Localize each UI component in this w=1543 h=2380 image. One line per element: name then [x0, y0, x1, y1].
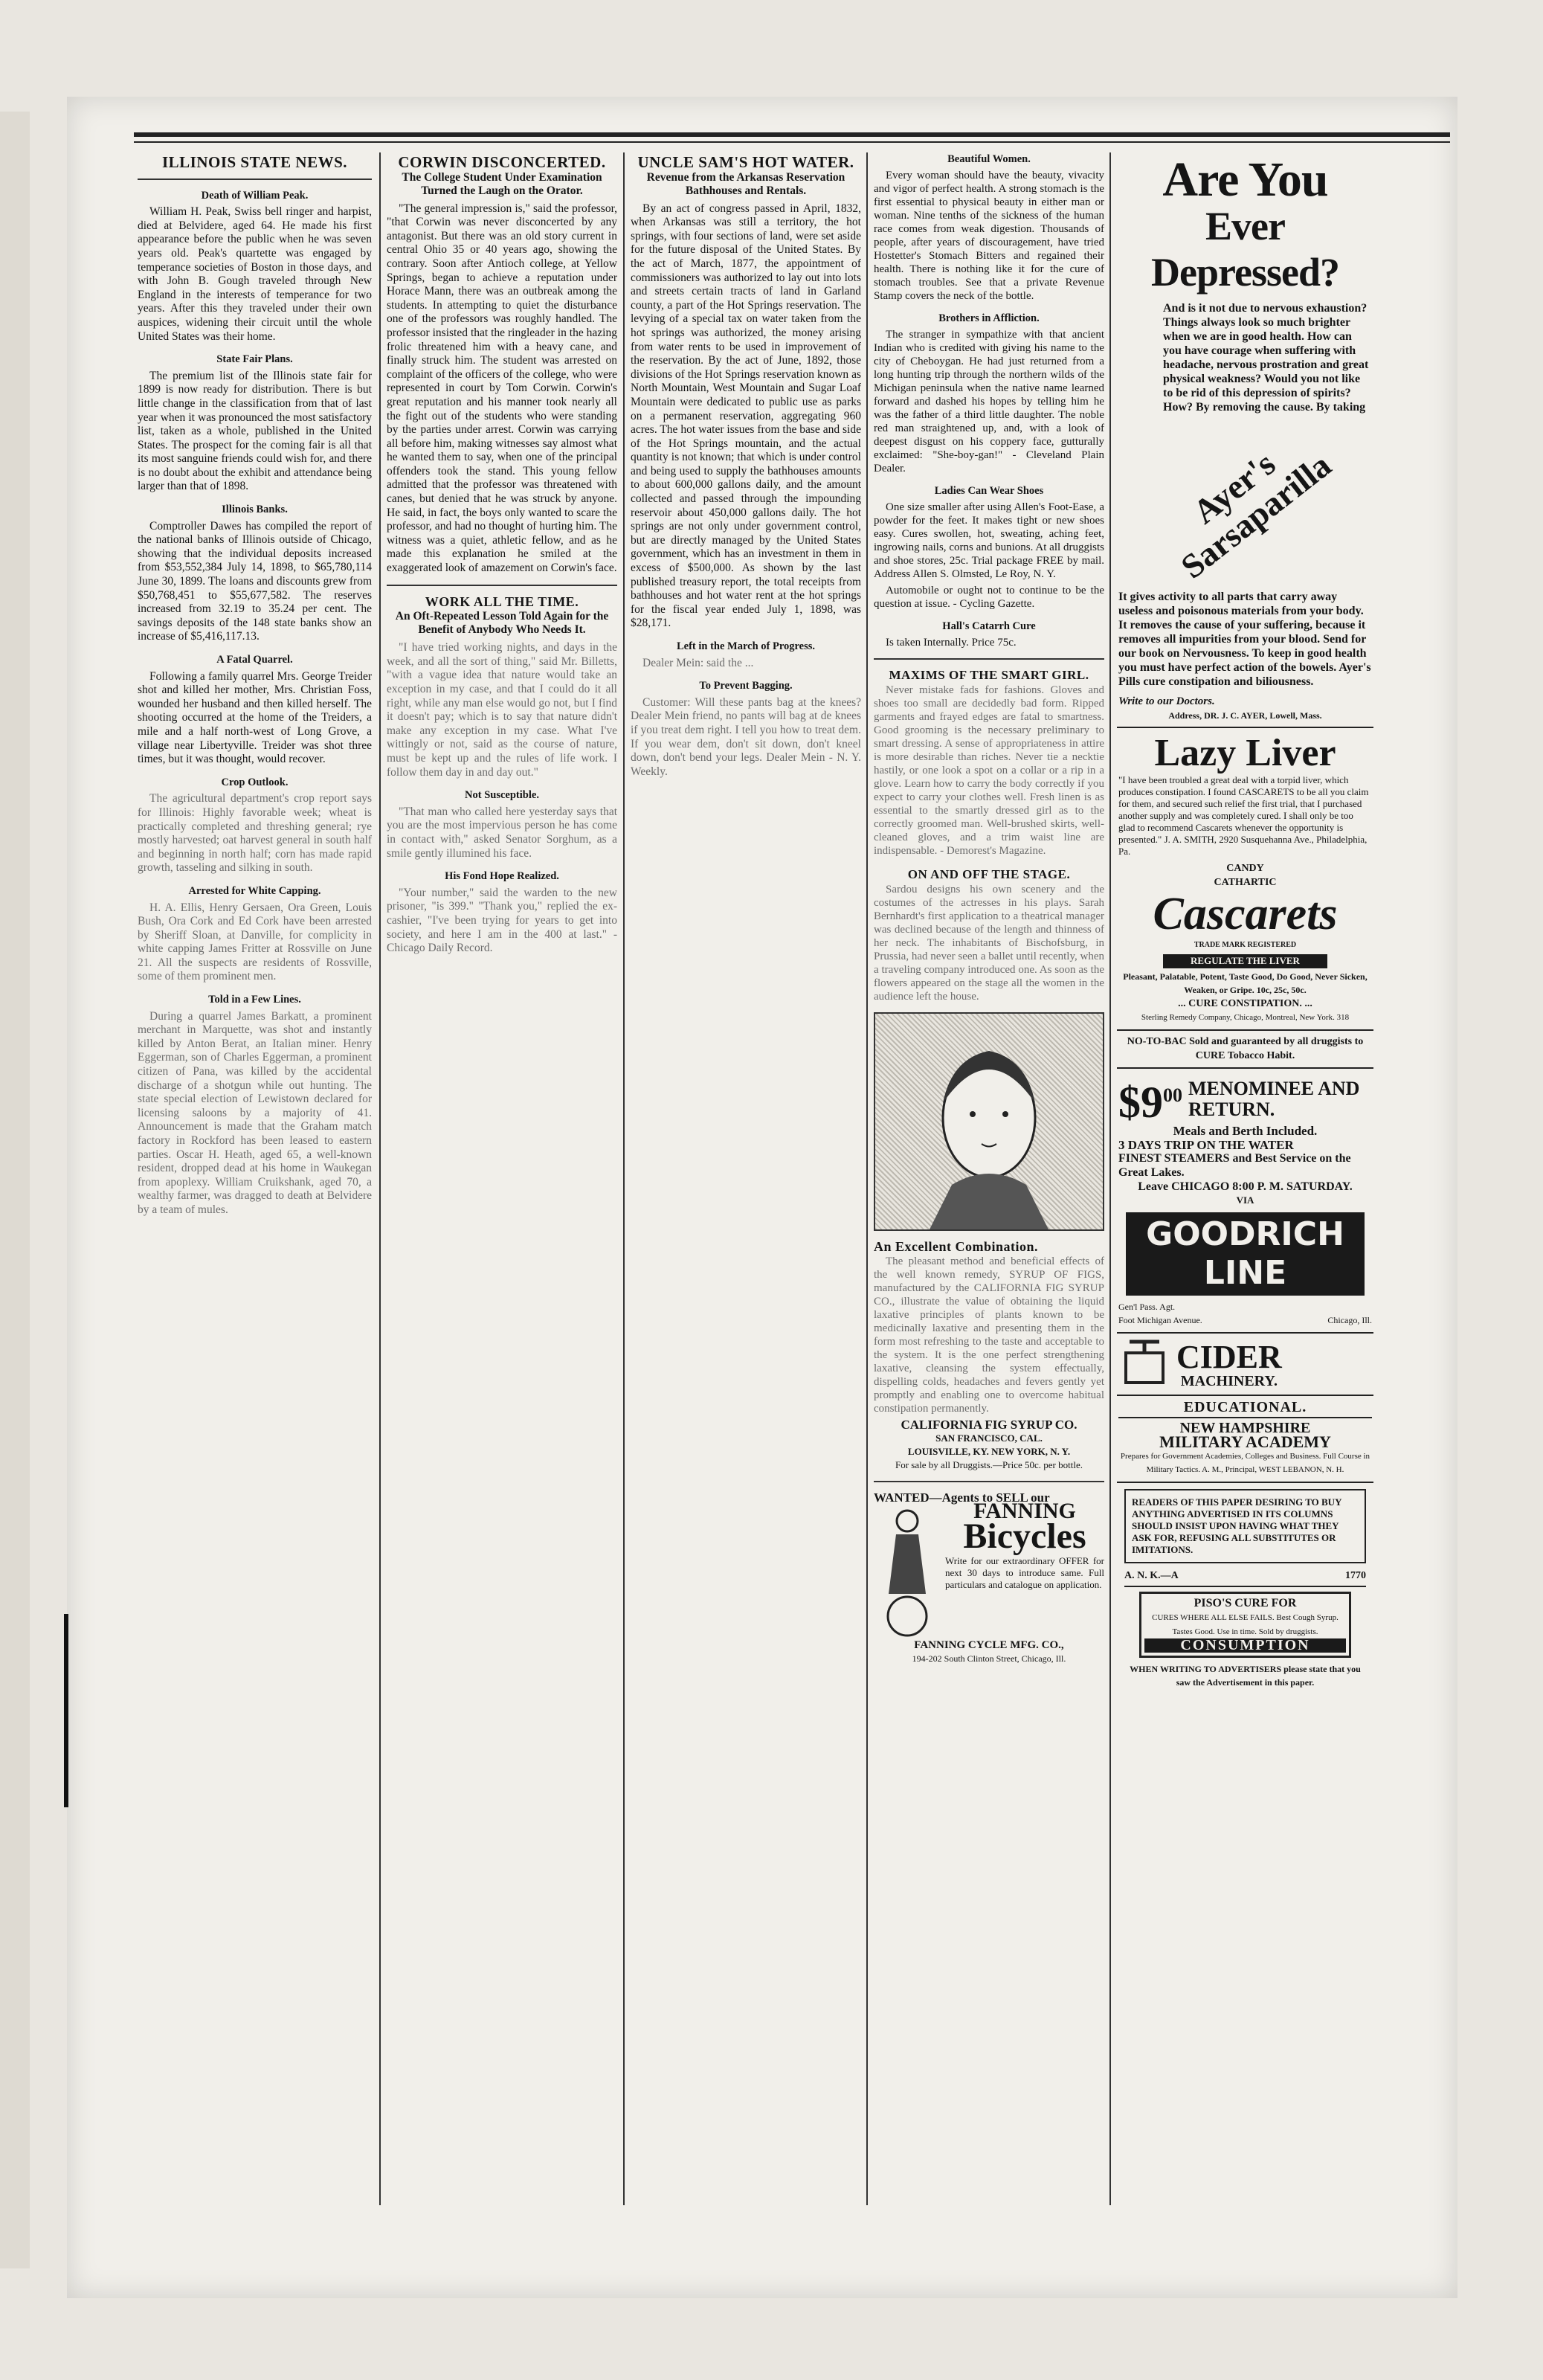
separator [874, 1481, 1104, 1482]
column-corwin [387, 152, 617, 2205]
menominee-title: MENOMINEE AND RETURN. [1188, 1077, 1360, 1120]
goodrich-word: GOODRICH [1146, 1215, 1344, 1253]
cider-title: CIDER [1176, 1338, 1282, 1375]
column-uncle-sam [631, 152, 861, 2205]
headline: CORWIN DISCONCERTED. [398, 153, 606, 171]
trade-mark-label: TRADE MARK REGISTERED [1194, 941, 1297, 950]
woman-portrait-icon [875, 1014, 1103, 1229]
column-advertisements [1117, 152, 1373, 2205]
bicycle-company: FANNING CYCLE MFG. CO., [914, 1639, 1064, 1651]
column-rule [623, 152, 625, 2205]
nh-title: NEW HAMPSHIRE [1179, 1420, 1311, 1437]
lazy-liver-text: "I have been troubled a great deal with a torpid liver, which produces constipation. I found CASCARETS to be all you claim for them, and secured such relief the first trial, that I purchased another supply and was completely cured. I shall only be too glad to recommend Cascarets whenever the opportunity is presented." J. A. SMITH, 2920 Susquehanna Ave., Philadelphia, Pa. [1118, 774, 1369, 858]
article-text: The stranger in sympathize with that ancient Indian who is credited with giving his name to the city of Cheboygan. He had just returned from a long hunting trip through the northern wilds of the Michigan peninsula when the native name learned forward and dashed his hopes by telling him he was the father of a third little daughter. The noble red man straightened up, and, with a look of deepest disgust on his coppery face, gutturally exclaimed: "She-boy-gan!" - Cleveland Plain Dealer. [874, 329, 1104, 475]
section-head: Crop Outlook. [221, 776, 289, 788]
headline: An Excellent Combination. [874, 1239, 1039, 1254]
section-head: Beautiful Women. [947, 153, 1031, 165]
cure-constipation: ... CURE CONSTIPATION. ... [1178, 997, 1312, 1009]
piso-title: PISO'S CURE FOR [1194, 1597, 1297, 1610]
article-text: Never mistake fads for fashions. Gloves and shoes too small are decidedly bad form. Ripped garments and frayed edges are fatal to smartness. Good grooming is the necessary preliminary to smart dressing. A sense of appropriateness in attire is more desirable than riches. Never tie a necktie hastily, or one look a spot on a collar or a rip in a glove. Learn how to carry the body correctly if you expect to carry your clothes well. Fresh linen is as essential to the smartly dressed girl as to the correctly groomed man. Well-brushed skirts, well-cleaned gloves, and a trim waist line are indispensable. - Demorest's Magazine. [874, 684, 1104, 857]
column-misc [874, 152, 1104, 2205]
article-text: The agricultural department's crop report says for Illinois: Highly favorable week; wheat is practically completed and threshing general; rye mostly harvested; oat harvest general in south half and beginning in north half; corn has made rapid growth, tasseling and silking in south. [138, 792, 372, 875]
ayer-sarsaparilla-name: Ayer's Sarsaparilla [1173, 444, 1339, 586]
regulate-banner: REGULATE THE LIVER [1163, 954, 1327, 968]
headline: WORK ALL THE TIME. [425, 594, 579, 609]
no-to-bac-ad: NO-TO-BAC Sold and guaranteed by all druggists to CURE Tobacco Habit. [1117, 1031, 1373, 1069]
candy-label: CANDY [1226, 863, 1264, 875]
article-text: H. A. Ellis, Henry Gersaen, Ora Green, Louis Bush, Ora Cork and Ed Cork have been arrested by Sheriff Sloan, at Danville, for complicity in white capping James Fritter at Rossville on June 21. All the suspects are residents of Rossville, some of them prominent men. [138, 901, 372, 983]
cider-ad [1117, 1334, 1373, 1396]
fig-sold: For sale by all Druggists.—Price 50c. per bottle. [895, 1459, 1083, 1470]
column-illinois-news [138, 152, 372, 2205]
price-dollars: $9 [1118, 1078, 1163, 1128]
headline: MAXIMS OF THE SMART GIRL. [889, 668, 1089, 682]
cascarets-ad [1117, 728, 1373, 1031]
educational-title: EDUCATIONAL. [1183, 1398, 1307, 1415]
depressed-headline: Ever Depressed? [1151, 204, 1339, 295]
bicycle-offer: Write for our extraordinary OFFER for next 30 days to introduce same. Full particulars and catalogue on application. [945, 1555, 1104, 1590]
article-text: Automobile or ought not to continue to be the question at issue. - Cycling Gazette. [874, 585, 1104, 610]
headline: UNCLE SAM'S HOT WATER. [637, 153, 854, 171]
agent-label: Gen'l Pass. Agt. [1118, 1301, 1176, 1312]
section-head: Not Susceptible. [465, 789, 539, 802]
ank-number: 1770 [1345, 1569, 1366, 1581]
fanning-title: FANNING [973, 1499, 1076, 1523]
leave-line: Leave CHICAGO 8:00 P. M. SATURDAY. [1138, 1180, 1353, 1193]
readers-notice: READERS OF THIS PAPER DESIRING TO BUY ANYTHING ADVERTISED IN ITS COLUMNS SHOULD INSIST UPON HAVING WHAT THEY ASK FOR, REFUSING ALL SUBSTITUTES OR IMITATIONS. [1124, 1489, 1366, 1563]
ayer-body: And is it not due to nervous exhaustion? Things always look so much brighter when we are in good health. How can you have courage when suffering with headache, nervous prostration and great physical weakness? Would you not like to be rid of this depression of spirits? How? By removing the cause. By taking [1163, 302, 1369, 414]
article-text: The pleasant method and beneficial effects of the well known remedy, SYRUP OF FIGS, manufactured by the CALIFORNIA FIG SYRUP CO., illustrate the value of obtaining the liquid laxative principles of plants known to be medicinally laxative and presenting them in the form most refreshing to the taste and acceptable to the system. It is the one perfect strengthening laxative, cleansing the system effectually, dispelling colds, headaches and fevers gently yet promptly and enabling one to overcome habitual constipation permanently. [874, 1255, 1104, 1415]
chicago-label: Chicago, Ill. [1327, 1315, 1372, 1326]
article-text: Is taken Internally. Price 75c. [886, 637, 1017, 649]
subheadline: Revenue from the Arkansas Reservation Bathhouses and Rentals. [646, 170, 845, 197]
section-head: A Fatal Quarrel. [216, 654, 293, 666]
column-rule [379, 152, 381, 2205]
cyclist-woman-icon [874, 1505, 941, 1638]
cider-press-icon [1118, 1338, 1170, 1390]
consumption-banner: CONSUMPTION [1144, 1638, 1346, 1653]
doctors-address: Address, DR. J. C. AYER, Lowell, Mass. [1168, 710, 1322, 721]
wanted-line: WANTED—Agents to SELL our [874, 1490, 1050, 1505]
separator [138, 178, 372, 180]
article-text: Dealer Mein: said the ... [642, 656, 754, 669]
section-head: State Fair Plans. [216, 353, 293, 366]
piso-text: CURES WHERE ALL ELSE FAILS. Best Cough Syrup. Tastes Good. Use in time. Sold by druggists. [1152, 1613, 1339, 1636]
are-you-headline: Are You [1162, 152, 1328, 207]
finest-line: FINEST STEAMERS and Best Service on the Great Lakes. [1118, 1152, 1351, 1179]
cascarets-logo: Cascarets [1153, 889, 1338, 940]
article-text: William H. Peak, Swiss bell ringer and harpist, died at Belvidere, aged 64. He made his first appearance before the public when he was seven years old. Peak's quartette was engaged by temperance societies of Boston in those days, and with John B. Gough traveled through New England in the interests of temperance for two years. After this they traveled under their own auspices, widening their circuit until the whole United States was their home. [138, 205, 372, 343]
ayer-ad [1117, 152, 1373, 728]
cathartic-label: CATHARTIC [1214, 876, 1277, 888]
article-text: By an act of congress passed in April, 1832, when Arkansas was still a territory, the hot springs, with four sections of land, were set aside for the future disposal of the United States. By the act of March, 1877, the appointment of commissioners was authorized to lay out into lots and streets certain tracts of land in Garland county, a part of the Hot Springs reservation. The levying of a special tax on water taken from the hot springs was authorized, the money arising from water rents to be used in improvement of the reservation. By the act of June, 1892, those divisions of the Hot Springs reservation known as North Mountain, West Mountain and Sugar Loaf Mountain were dedicated to public use as parks on a permanent reservation, aggregating 960 acres. The hot water issues from the base and side of the Hot Springs mountain, and the actual quantity is not known; that which is under control and being used to supply the bathhouses amounts to about 600,000 gallons daily, and the amount collected and passed through the impounding reservoir about 450,000 gallons daily. The hot springs are not only under government control, but are directly managed by the United States government, which has an investment in them in excess of $500,000. As shown by the last published treasury report, the total receipts from bathhouses and hot water rent at the hot springs for the fiscal year ended July 1, 1898, was $28,171. [631, 202, 861, 630]
headline: ILLINOIS STATE NEWS. [161, 153, 348, 171]
article-text: Following a family quarrel Mrs. George Treider shot and killed her mother, Mrs. Christian Foss, wounded her husband and then killed herself. The shooting occurred at the home of the Treiders, a mile and a half north-west of Long Grove, a village near Libertyville. Treider was shot three times, but it was thought, would recover. [138, 669, 372, 766]
meals-line: Meals and Berth Included. [1173, 1124, 1318, 1139]
academy-text: Prepares for Government Academies, Colleges and Business. Full Course in Military Tactics. A. M., Principal, WEST LEBANON, N. H. [1120, 1451, 1370, 1475]
section-head: His Fond Hope Realized. [445, 870, 559, 883]
menominee-ad [1117, 1069, 1373, 1334]
article-text: "Your number," said the warden to the new prisoner, "is 399." "Thank you," replied the ex-cashier, "I've been trying for years to get into society, and here I am in the 400 at last." - Chicago Daily Record. [387, 886, 617, 955]
section-head: Arrested for White Capping. [188, 884, 321, 897]
piso-ad [1139, 1592, 1351, 1657]
top-rule [134, 132, 1450, 137]
academy-ad [1117, 1396, 1373, 1483]
article-text: Every woman should have the beauty, vivacity and vigor of perfect health. A strong stomach is the first essential to physical beauty in either man or woman. Nine tenths of the sickness of the human race comes from weak digestion. Thousands of people, after years of discouragement, have tried Hostetter's Stomach Bitters and regained their health. There is nothing like it for the cure of stomach troubles. See that a private Revenue Stamp covers the neck of the bottle. [874, 170, 1104, 302]
section-head: Hall's Catarrh Cure [942, 620, 1036, 632]
three-days-line: 3 DAYS TRIP ON THE WATER [1118, 1137, 1294, 1152]
section-head: Death of William Peak. [201, 189, 309, 202]
fig-company: CALIFORNIA FIG SYRUP CO. [901, 1418, 1077, 1432]
price-cents: 00 [1163, 1084, 1182, 1107]
goodrich-line-logo [1126, 1212, 1365, 1296]
bicycle-address: 194-202 South Clinton Street, Chicago, Ill. [912, 1653, 1066, 1664]
woman-engraving-image [874, 1012, 1104, 1231]
fig-line: LOUISVILLE, KY. NEW YORK, N. Y. [907, 1446, 1071, 1457]
separator [387, 585, 617, 586]
writing-notice: WHEN WRITING TO ADVERTISERS please state that you saw the Advertisement in this paper. [1130, 1663, 1361, 1688]
lazy-liver-title: Lazy Liver [1154, 732, 1336, 775]
article-text: The premium list of the Illinois state fair for 1899 is now ready for distribution. There is but little change in the classification from that of last year when it was pronounced the most satisfactory list, taken as a whole, published in the United States. The prospect for the coming fair is all that its most sanguine friends could wish for, and there is no doubt about the exhibit and attendance being larger than that of 1898. [138, 369, 372, 493]
subheadline: An Oft-Repeated Lesson Told Again for the Benefit of Anybody Who Needs It. [395, 610, 609, 637]
headline: ON AND OFF THE STAGE. [907, 867, 1071, 881]
article-text: During a quarrel James Barkatt, a prominent merchant in Marquette, was shot and instantly killed by Anton Berat, an Italian miner. Henry Eggerman, son of Charles Eggerman, a prominent citizen of Pana, was killed by the accidental discharge of a shotgun while out hunting. The state special election of Lewistown declared for licensing saloons by a majority of 41. Announcement is made that the Graham match factory in Rockford has been leased to eastern parties. Oscar H. Heath, aged 65, a well-known resident, dropped dead at his home in Waukegan from apoplexy. William Cruikshank, aged 70, a wealthy farmer, was dragged to death at Belvidere by a team of mules. [138, 1009, 372, 1216]
foot-label: Foot Michigan Avenue. [1118, 1315, 1202, 1326]
article-text: "I have tried working nights, and days in the week, and all the sort of thing," said Mr. Billetts, "with a vague idea that nature would take an exception in my case, and that I could do it all right, while any man else would go not, but I find it doesn't pay; which is to say that nature didn't make any exception in my case. What I've wittingly or not, said as the course of nature, must be kept up and the rules of life work. I follow them day in and day out." [387, 641, 617, 779]
pleasant-text: Pleasant, Palatable, Potent, Taste Good, Do Good, Never Sicken, Weaken, or Gripe. 10c, 25c, 50c. [1123, 971, 1368, 996]
machinery-title: MACHINERY. [1180, 1372, 1278, 1389]
adjacent-page-edge [0, 112, 30, 2268]
binding-mark [64, 1614, 68, 1807]
column-rule [1109, 152, 1111, 2205]
section-head: Brothers in Affliction. [938, 312, 1040, 324]
article-text: One size smaller after using Allen's Foot-Ease, a powder for the feet. It makes tight or new shoes easy. Cures swollen, hot, sweating, aching feet, ingrowing nails, corns and bunions. At all druggists and shoe stores, 25c. Trial package FREE by mail. Address Allen S. Olmsted, Le Roy, N. Y. [874, 501, 1104, 580]
ayer-tail: It gives activity to all parts that carry away useless and poisonous materials from your body. It removes the cause of your suffering, because it removes all impurities from your blood. Send for our book on Nervousness. To keep in good health you must have perfect action of the bowels. Ayer's Pills cure constipation and biliousness. [1118, 591, 1371, 688]
line-word: LINE [1203, 1253, 1287, 1292]
section-head: Left in the March of Progress. [676, 640, 816, 652]
fig-cities: SAN FRANCISCO, CAL. [935, 1432, 1043, 1444]
article-text: Sardou designs his own scenery and the costumes of the actresses in his plays. Sarah Bernhardt's first application to a theatrical manager was declined because of the length and thinness of her neck. The inhabitants of Bischofsburg, in Prussia, had never seen a ballet until recently, when a traveling company introduced one. As soon as the flowers appeared on the stage all the women in the audience left the house. [874, 884, 1104, 1003]
academy-title: MILITARY ACADEMY [1159, 1432, 1331, 1452]
bicycles-title: Bicycles [963, 1517, 1086, 1556]
write-doctors: Write to our Doctors. [1118, 695, 1215, 707]
section-head: Ladies Can Wear Shoes [934, 485, 1044, 497]
article-text: Customer: Will these pants bag at the knees? Dealer Mein friend, no pants will bag at de knees if you treat dem right. I tell you how to treat dem. If you wear dem, don't sit down, don't kneel down, don't bend your legs. Dealer Mein - N. Y. Weekly. [631, 695, 861, 778]
subheadline: The College Student Under Examination Turned the Laugh on the Orator. [402, 170, 602, 197]
article-text: "The general impression is," said the professor, "that Corwin was never disconcerted by any antagonist. But there was an old story current in central Ohio 35 or 40 years ago, showing the contrary. Soon after Antioch college, at Yellow Springs, began to achieve a reputation under Horace Mann, there was an outbreak among the students. In attempting to quiet the disturbance one of the professors was roughly handled. The professor insisted that the ringleader in the hazing frolic threatened him with a heavy cane, and finally struck him. The student was arrested on complaint of the officers of the college, who were represented in court by Tom Corwin. Corwin's great reputation and his manner took nearly all the fight out of the students who were standing by the parties under arrest. Corwin was carrying all before him, making witnesses say almost what he wanted them to say, when one of the principal offenders took the stand. This young fellow admitted that the professor was threatened with canes, but denied that he was struck by anyone. He said, in fact, the boys only wanted to scare the professor, and had no thought of hurting him. The witness was a quiet, athletic fellow, and as he made this explanation he smiled at the exaggerated look of amazement on Corwin's face. [387, 202, 617, 575]
section-head: To Prevent Bagging. [699, 680, 793, 692]
article-text: Comptroller Dawes has compiled the report of the national banks of Illinois outside of Chicago, showing that the individual deposits increased from $53,552,384 July 14, 1898, to $65,780,114 June 30, 1899. The loans and discounts grew from $50,768,451 to $55,677,582. The reserves increased from 32.19 to 35.24 per cent. The savings deposits of the 148 state banks show an increase of $5,416,117.13. [138, 519, 372, 643]
section-head: Told in a Few Lines. [208, 994, 301, 1006]
separator [874, 658, 1104, 660]
column-rule [866, 152, 868, 2205]
top-rule-thin [134, 141, 1450, 143]
article-text: "That man who called here yesterday says that you are the most impervious person he has come in contact with," asked Senator Sorghum, as a smile gently illumined his face. [387, 805, 617, 860]
section-head: Illinois Banks. [222, 504, 288, 516]
ank-label: A. N. K.—A [1124, 1569, 1179, 1581]
via-label: VIA [1236, 1194, 1254, 1206]
sterling-text: Sterling Remedy Company, Chicago, Montreal, New York. 318 [1141, 1013, 1350, 1023]
